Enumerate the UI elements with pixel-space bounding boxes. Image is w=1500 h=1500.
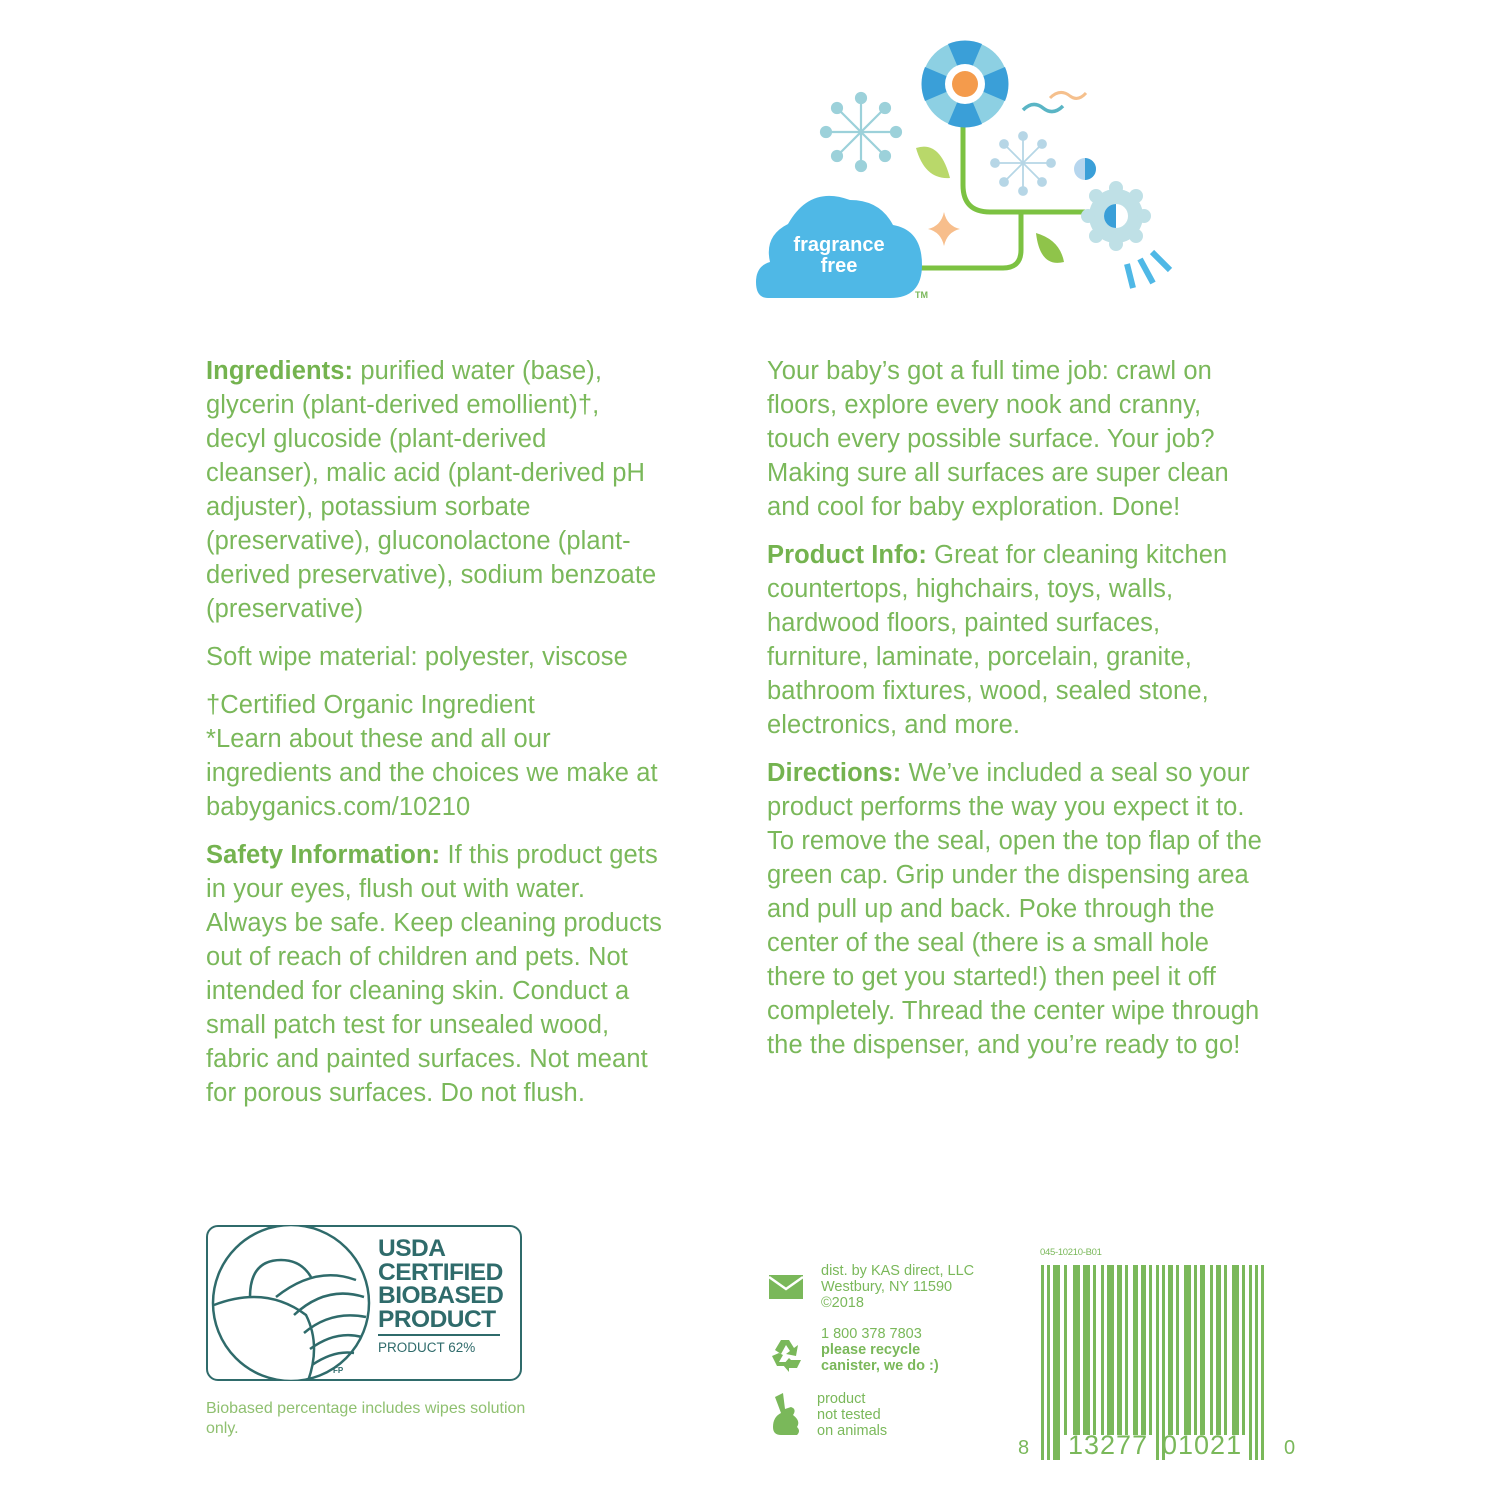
distributor-line: ©2018 [821,1295,864,1311]
barcode-bar [1232,1265,1239,1435]
distributor-line: dist. by KAS direct, LLC [821,1263,975,1279]
barcode-bar [1242,1265,1245,1435]
barcode-bar [1249,1265,1252,1460]
barcode-bar [1125,1265,1128,1435]
snowflake-icon [991,132,1055,195]
product-info-text: Great for cleaning kitchen countertops, highchairs, toys, walls, hardwood floors, painted surfaces, furniture, laminate, porcelain, granite, bathroom fixtures, wood, sealed stone, electronics, and more. [767,541,1228,739]
barcode-right-group: 01021 [1162,1430,1243,1460]
fragrance-free-label [787,235,891,277]
cruelty-free-info [767,1391,887,1439]
learn-more-note: *Learn about these and all our ingredients and the choices we make at babyganics.com/10210 [206,725,658,821]
barcode-bar [1073,1265,1080,1435]
fp-mark: FP [333,1366,344,1375]
usda-landscape-icon [206,1225,376,1381]
usda-title-line: PRODUCT [378,1305,496,1333]
barcode-bar [1156,1265,1159,1460]
biobased-percent: PRODUCT 62% [378,1340,476,1355]
cruelty-free-line: product [817,1391,866,1407]
recycle-line: please recycle [821,1342,921,1358]
usda-title [378,1237,503,1331]
sparkle-icon [928,212,960,246]
safety-section [206,838,666,1110]
directions-label: Directions: [767,759,902,787]
right-column [767,354,1267,1076]
barcode-bar [1168,1265,1173,1435]
product-info-label: Product Info: [767,541,927,569]
distributor-line: Westbury, NY 11590 [821,1279,953,1295]
intro-paragraph: Your baby’s got a full time job: crawl on floors, explore every nook and cranny, touch every possible surface. Your job? Making sure all surfaces are super clean and cool for baby exploration. Done! [767,357,1229,521]
barcode-bar [1064,1265,1067,1435]
phone-number: 1 800 378 7803 [821,1326,922,1342]
barcode-bar [1149,1265,1152,1435]
barcode-bar [1047,1265,1050,1460]
recycle-icon [767,1334,807,1374]
safety-label: Safety Information: [206,841,441,869]
cruelty-free-text [817,1391,887,1439]
barcode-bar [1053,1265,1060,1460]
cloud-text-line: free [820,255,858,277]
recycle-text [821,1326,939,1374]
leaf-icon [1036,233,1064,263]
organic-note: †Certified Organic Ingredient [206,691,535,719]
flower-icon [921,40,1008,127]
barcode-bar [1101,1265,1104,1435]
ingredients-section [206,354,666,626]
barcode-bar [1117,1265,1122,1435]
barcode-bar [1107,1265,1114,1435]
ingredients-label: Ingredients: [206,357,354,385]
biobased-note: Biobased percentage includes wipes solution only. [206,1400,526,1437]
barcode-bar [1194,1265,1197,1435]
barcode-bar [1093,1265,1096,1435]
usda-title-line: CERTIFIED [378,1258,503,1286]
usda-divider [378,1334,500,1336]
safety-text: If this product gets in your eyes, flush out with water. Always be safe. Keep cleaning products out of reach of children and pets. Not intended for cleaning skin. Conduct a small patch test for unsealed wood, fabric and painted surfaces. Not meant for porous surfaces. Do not flush. [206,841,662,1107]
barcode-bar [1041,1265,1044,1460]
barcode-check-digit: 0 [1284,1437,1297,1459]
wipe-material: Soft wipe material: polyester, viscose [206,643,628,671]
gear-flower-icon [1081,181,1151,251]
barcode-bar [1216,1265,1221,1435]
barcode-bar [1176,1265,1179,1435]
envelope-icon [767,1273,807,1303]
cruelty-free-line: not tested [817,1407,881,1423]
distributor-text [821,1263,974,1311]
barcode-bar [1224,1265,1227,1435]
usda-title-line: USDA [378,1235,446,1262]
barcode-bar [1184,1265,1191,1435]
barcode-bar [1255,1265,1258,1460]
barcode-bar [1083,1265,1090,1435]
bunny-icon [767,1391,807,1437]
usda-title-line: BIOBASED [378,1282,504,1309]
leaf-icon [916,147,950,179]
directions-section [767,756,1267,1062]
directions-text: We’ve included a seal so your product performs the way you expect it to. To remove the seal, open the top flap of the green cap. Grip under the dispensing area and pull up and back. Poke through the center of the seal (there is a small hole there to get you started!) then peel it off completely. Thread the center wipe through the the dispenser, and you’re ready to go! [767,759,1262,1059]
barcode-bar [1261,1265,1264,1460]
barcode-bar [1200,1265,1205,1435]
left-column [206,354,666,1124]
cruelty-free-line: on animals [817,1423,888,1439]
recycle-line: canister, we do :) [821,1358,939,1374]
barcode-bar [1133,1265,1138,1435]
recycle-info [767,1326,939,1374]
barcode-bar [1141,1265,1146,1435]
distributor-info [767,1263,974,1311]
ingredients-text: purified water (base), glycerin (plant-derived emollient)†, decyl glucoside (plant-derived cleanser), malic acid (plant-derived pH adjuster), potassium sorbate (preservative), gluconolactone (plant-derived preservative), sodium benzoate (preservative) [206,357,657,623]
barcode-bar [1210,1265,1213,1435]
product-code: 045-10210-B01 [1040,1247,1102,1258]
barcode-first-digit: 8 [1018,1437,1031,1459]
cloud-text-line: fragrance [793,234,885,256]
snowflake-icon [821,93,901,171]
usda-biobased-badge [206,1225,522,1381]
barcode-left-group: 13277 [1068,1430,1149,1460]
trademark-mark: TM [915,290,928,300]
product-info-section [767,538,1267,742]
